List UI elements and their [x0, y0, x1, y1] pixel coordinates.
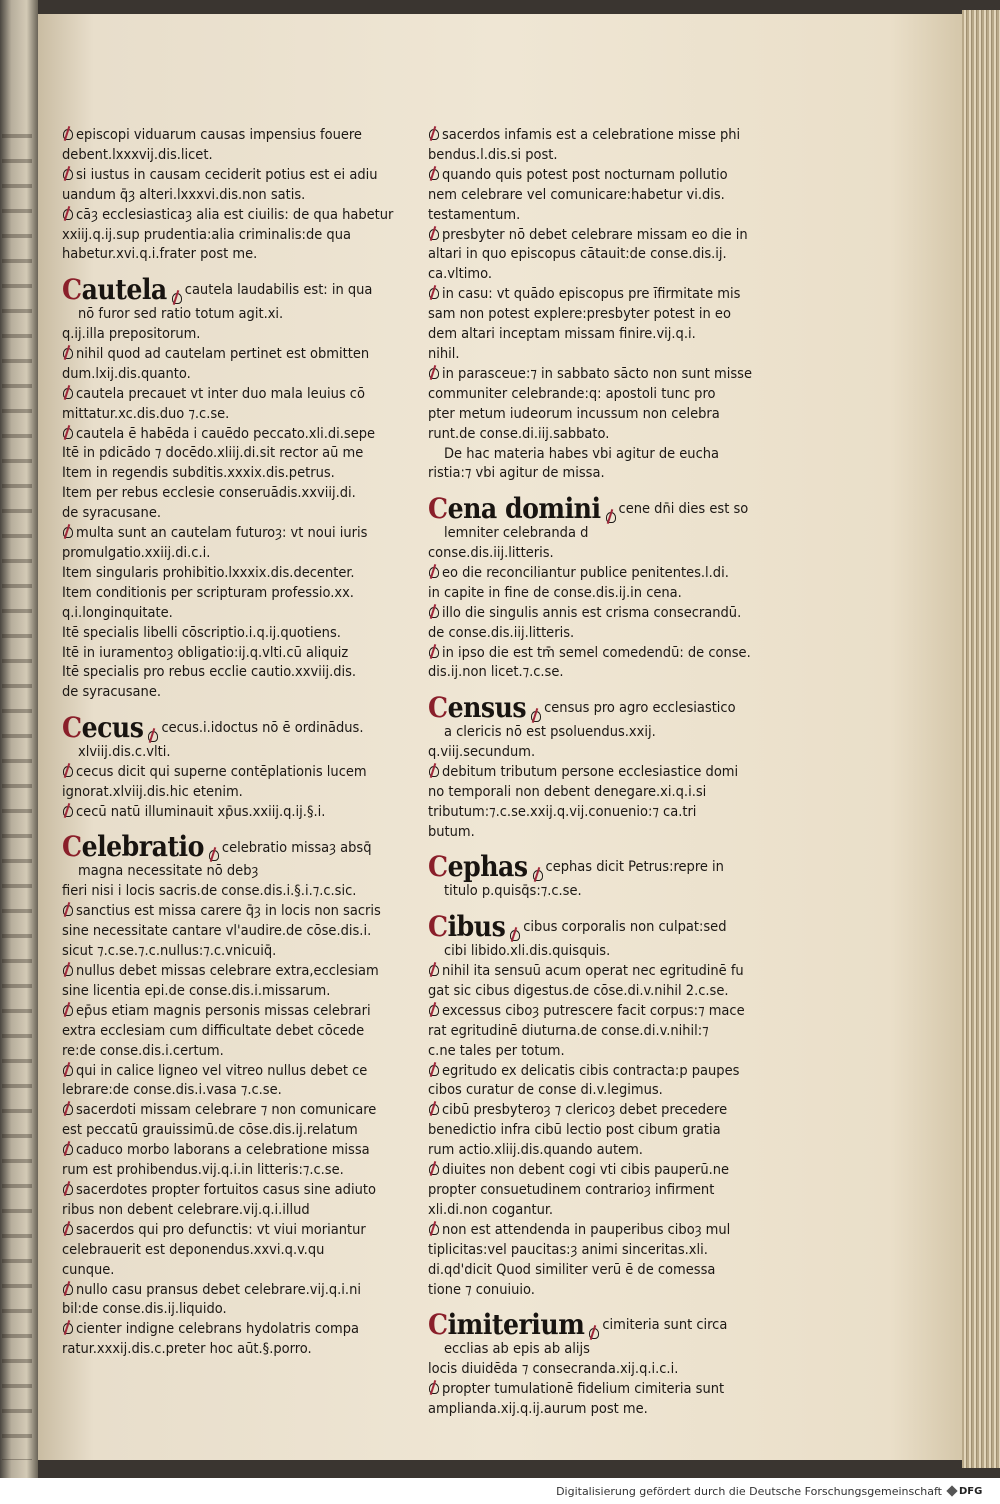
text-line	[428, 1141, 774, 1161]
line-text: promulgatio.xxiij.di.c.i.	[62, 545, 211, 562]
text-line	[62, 1241, 404, 1261]
paragraph-mark-icon	[509, 929, 520, 942]
line-text: xli.di.non cogantur.	[428, 1201, 554, 1218]
line-text: testamentum.	[428, 206, 521, 223]
line-text: sicut ⁊.c.se.⁊.c.nullus:⁊.c.vnicuiq̄.	[62, 943, 277, 960]
line-text: in capite in fine de conse.dis.ij.in cena.	[428, 584, 682, 601]
line-text: Itē specialis libelli cōscriptio.i.q.ij.quotiens.	[62, 624, 341, 641]
line-text: Item in regendis subditis.xxxix.dis.petrus.	[62, 465, 335, 482]
text-line	[428, 723, 774, 743]
line-text: ignorat.xlviij.dis.hic etenim.	[62, 783, 243, 800]
line-text: propter tumulationē fidelium cimiteria sunt	[442, 1381, 725, 1398]
paragraph-mark-icon	[62, 904, 73, 917]
headword: Cecus	[62, 711, 144, 744]
line-text: tione ⁊ conuiuio.	[428, 1281, 535, 1298]
line-text: in casu: vt quādo episcopus pre īfirmitate mis	[442, 286, 741, 303]
text-line	[62, 166, 404, 186]
text-line	[428, 524, 774, 544]
text-line	[428, 425, 774, 445]
headword-line	[62, 265, 404, 305]
line-text: non est attendenda in pauperibus ciboȝ mul	[442, 1221, 731, 1238]
text-line	[428, 1380, 774, 1400]
previous-page-edge	[0, 0, 38, 1478]
line-text: cāȝ ecclesiasticaȝ alia est ciuilis: de qua habetur	[76, 206, 394, 223]
text-line	[62, 206, 404, 226]
text-line	[428, 544, 774, 564]
paragraph-mark-icon	[428, 367, 439, 380]
text-line	[62, 683, 404, 703]
paragraph-mark-icon	[62, 1223, 73, 1236]
line-text: rum est prohibendus.vij.q.i.in litteris:⁊.c.se.	[62, 1162, 344, 1179]
line-text: q.ij.illa prepositorum.	[62, 326, 201, 343]
paragraph-mark-icon	[428, 964, 439, 977]
paragraph-mark-icon	[62, 128, 73, 141]
text-line	[428, 1221, 774, 1241]
line-text: no temporali non debent denegare.xi.q.i.si	[428, 783, 707, 800]
headword-gloss: celebratio missaȝ absq̄	[221, 839, 372, 856]
paragraph-mark-icon	[147, 730, 158, 743]
line-text: q.viij.secundum.	[428, 744, 536, 761]
text-line	[428, 823, 774, 843]
line-text: debent.lxxxvij.dis.licet.	[62, 146, 213, 163]
text-line	[62, 186, 404, 206]
headword-gloss: cene dn̄i dies est so	[618, 501, 749, 518]
paragraph-mark-icon	[428, 168, 439, 181]
line-text: ribus non debent celebrare.vij.q.i.illud	[62, 1201, 310, 1218]
headword-gloss: cecus.i.idoctus nō ē ordinādus.	[161, 720, 364, 737]
line-text: celebrauerit est deponendus.xxvi.q.v.qu	[62, 1241, 325, 1258]
text-line	[62, 743, 404, 763]
text-line	[428, 1360, 774, 1380]
line-text: de conse.dis.iij.litteris.	[428, 624, 575, 641]
text-line	[62, 425, 404, 445]
line-text: cecū natū illuminauit xp̄us.xxiij.q.ij.§.i.	[76, 803, 326, 820]
text-line	[428, 982, 774, 1002]
line-text: Item per rebus ecclesie conseruādis.xxviij.di.	[62, 485, 356, 502]
text-line	[428, 624, 774, 644]
headword-line	[428, 902, 774, 942]
line-text: quando quis potest post nocturnam pollutio	[442, 166, 728, 183]
line-text: in ipso die est tm̄ semel comedendū: de conse.	[442, 644, 751, 661]
line-text: communiter celebrande:q: apostoli tunc pro	[428, 385, 716, 402]
line-text: Itē in iuramentoȝ obligatio:ij.q.vlti.cū aliquiz	[62, 644, 349, 661]
line-text: eo die reconciliantur publice penitentes.l.di.	[442, 564, 729, 581]
line-text: tiplicitas:vel paucitas:ȝ animi sinceritas.xli.	[428, 1241, 708, 1258]
text-line	[428, 345, 774, 365]
line-text: cibi libido.xli.dis.quisquis.	[444, 943, 611, 960]
text-line	[428, 146, 774, 166]
line-text: fieri nisi i locis sacris.de conse.dis.i.§.i.⁊.c.sic.	[62, 883, 357, 900]
digitization-footer	[0, 1478, 1000, 1504]
text-line	[62, 504, 404, 524]
headword: Cautela	[62, 273, 167, 306]
paragraph-mark-icon	[428, 1163, 439, 1176]
text-line	[428, 564, 774, 584]
text-line	[428, 1042, 774, 1062]
text-line	[62, 464, 404, 484]
text-line	[428, 1081, 774, 1101]
paragraph-mark-icon	[532, 869, 543, 882]
line-text: cecus dicit qui superne contēplationis lucem	[76, 763, 367, 780]
paragraph-mark-icon	[428, 606, 439, 619]
headword-gloss: census pro agro ecclesiastico	[544, 700, 736, 717]
text-line	[428, 226, 774, 246]
line-text: si iustus in causam ceciderit potius est ei adiu	[76, 166, 378, 183]
line-text: Item conditionis per scripturam professio.xx.	[62, 584, 354, 601]
line-text: conse.dis.iij.litteris.	[428, 545, 554, 562]
line-text: ep̄us etiam magnis personis missas celebrari	[76, 1002, 371, 1019]
line-text: c.ne tales per totum.	[428, 1042, 565, 1059]
line-text: sacerdoti missam celebrare ⁊ non comunicare	[76, 1102, 377, 1119]
line-text: tributum:⁊.c.se.xxij.q.vij.conuenio:⁊ ca.tri	[428, 803, 697, 820]
text-line	[62, 803, 404, 823]
text-line	[428, 1400, 774, 1420]
paragraph-mark-icon	[62, 805, 73, 818]
line-text: De hac materia habes vbi agitur de eucha	[444, 445, 720, 462]
line-text: ca.vltimo.	[428, 266, 492, 283]
line-text: multa sunt an cautelam futuroȝ: vt noui iuris	[76, 525, 368, 542]
line-text: sacerdos qui pro defunctis: vt viui moriantur	[76, 1221, 366, 1238]
text-line	[428, 962, 774, 982]
text-line	[428, 1201, 774, 1221]
text-line	[62, 305, 404, 325]
line-text: cibū presbyteroȝ ⁊ clericoȝ debet precedere	[442, 1102, 728, 1119]
headword: Cephas	[428, 850, 528, 883]
text-line	[62, 226, 404, 246]
text-line	[428, 1002, 774, 1022]
text-line	[62, 663, 404, 683]
line-text: dum.lxij.dis.quanto.	[62, 365, 191, 382]
headword: Cibus	[428, 910, 506, 943]
text-line	[428, 1340, 774, 1360]
paragraph-mark-icon	[62, 1064, 73, 1077]
paragraph-mark-icon	[428, 128, 439, 141]
text-line	[62, 1161, 404, 1181]
text-line	[428, 1261, 774, 1281]
paragraph-mark-icon	[428, 646, 439, 659]
paragraph-mark-icon	[428, 1004, 439, 1017]
dfg-credit-text: Digitalisierung gefördert durch die Deutsche Forschungsgemeinschaft	[556, 1485, 942, 1498]
line-text: Itē in pdicādo ⁊ docēdo.xliij.di.sit rector aū me	[62, 445, 364, 462]
headword: Census	[428, 691, 527, 724]
line-text: nō furor sed ratio totum agit.xi.	[78, 306, 284, 323]
line-text: rat egritudinē diuturna.de conse.di.v.nihil:⁊	[428, 1022, 709, 1039]
headword-line	[62, 823, 404, 863]
line-text: cibos curatur de conse di.v.legimus.	[428, 1082, 663, 1099]
line-text: butum.	[428, 823, 475, 840]
line-text: cautela ē habēda i cauēdo peccato.xli.di.sepe	[76, 425, 376, 442]
paragraph-mark-icon	[428, 1103, 439, 1116]
line-text: lemniter celebranda d	[444, 525, 589, 542]
text-line	[62, 783, 404, 803]
line-text: ratur.xxxij.dis.c.preter hoc aūt.§.porro.	[62, 1341, 312, 1358]
text-line	[62, 1002, 404, 1022]
text-line	[62, 1101, 404, 1121]
text-line	[428, 445, 774, 465]
dfg-logo-text: DFG	[959, 1485, 983, 1497]
previous-page-text-fragment	[2, 120, 32, 1460]
text-line	[428, 126, 774, 146]
text-line	[428, 663, 774, 683]
text-line	[428, 1121, 774, 1141]
text-line	[62, 763, 404, 783]
line-text: Itē specialis pro rebus ecclie cautio.xxviij.dis.	[62, 664, 357, 681]
text-line	[62, 1340, 404, 1360]
text-line	[62, 385, 404, 405]
text-line	[62, 126, 404, 146]
line-text: di.qd'dicit Quod similiter verū ē de comessa	[428, 1261, 716, 1278]
line-text: sine licentia epi.de conse.dis.i.missarum.	[62, 982, 331, 999]
text-line	[62, 604, 404, 624]
text-line	[62, 1121, 404, 1141]
text-line	[62, 1300, 404, 1320]
line-text: cienter indigne celebrans hydolatris compa	[76, 1321, 360, 1338]
line-text: a clericis nō est psoluendus.xxij.	[444, 724, 656, 741]
line-text: de syracusane.	[62, 505, 161, 522]
line-text: locis diuidēda ⁊ consecranda.xij.q.i.c.i.	[428, 1361, 679, 1378]
line-text: amplianda.xij.q.ij.aurum post me.	[428, 1400, 648, 1417]
text-line	[62, 245, 404, 265]
text-line	[428, 1241, 774, 1261]
line-text: rum actio.xliij.dis.quando autem.	[428, 1142, 643, 1159]
headword: Cimiterium	[428, 1308, 585, 1341]
line-text: altari in quo episcopus cātauit:de conse.dis.ij.	[428, 246, 727, 263]
line-text: benedictio infra cibū lectio post cibum gratia	[428, 1122, 721, 1139]
line-text: propter consuetudinem contrarioȝ infirment	[428, 1181, 715, 1198]
text-line	[62, 405, 404, 425]
paragraph-mark-icon	[62, 168, 73, 181]
line-text: sam non potest explere:presbyter potest in eo	[428, 306, 731, 323]
line-text: est peccatū grauissimū.de cōse.dis.ij.relatum	[62, 1122, 358, 1139]
line-text: Item singularis prohibitio.lxxxix.dis.decenter.	[62, 564, 355, 581]
text-line	[428, 1181, 774, 1201]
text-line	[62, 1320, 404, 1340]
dfg-logo	[948, 1483, 988, 1499]
line-text: uandum q̄ȝ alteri.lxxxvi.dis.non satis.	[62, 186, 306, 203]
line-text: pter metum iudeorum incussum non celebra	[428, 405, 720, 422]
line-text: presbyter nō debet celebrare missam eo die in	[442, 226, 748, 243]
paragraph-mark-icon	[428, 1382, 439, 1395]
line-text: nullo casu pransus debet celebrare.vij.q.i.ni	[76, 1281, 361, 1298]
text-line	[428, 803, 774, 823]
text-line	[428, 584, 774, 604]
paragraph-mark-icon	[428, 765, 439, 778]
text-line	[428, 882, 774, 902]
line-text: habetur.xvi.q.i.frater post me.	[62, 246, 258, 263]
text-line	[62, 345, 404, 365]
text-line	[62, 1281, 404, 1301]
page-stack-edges	[962, 10, 1000, 1468]
line-text: nihil ita sensuū acum operat nec egritudinē fu	[442, 963, 744, 979]
paragraph-mark-icon	[62, 1004, 73, 1017]
line-text: magna necessitate nō debȝ	[78, 863, 259, 880]
line-text: bil:de conse.dis.ij.liquido.	[62, 1301, 227, 1318]
line-text: egritudo ex delicatis cibis contracta:p paupes	[442, 1062, 740, 1079]
text-line	[62, 1042, 404, 1062]
left-text-column	[62, 126, 404, 1360]
text-line	[62, 1181, 404, 1201]
line-text: ristia:⁊ vbi agitur de missa.	[428, 465, 605, 482]
text-line	[428, 325, 774, 345]
paragraph-mark-icon	[62, 765, 73, 778]
headword: Cena domini	[428, 492, 601, 525]
paragraph-mark-icon	[62, 387, 73, 400]
text-line	[428, 385, 774, 405]
paragraph-mark-icon	[62, 1143, 73, 1156]
text-line	[62, 922, 404, 942]
text-line	[62, 624, 404, 644]
text-line	[428, 763, 774, 783]
paragraph-mark-icon	[62, 427, 73, 440]
text-line	[62, 325, 404, 345]
paragraph-mark-icon	[428, 287, 439, 300]
text-line	[62, 544, 404, 564]
line-text: cautela precauet vt inter duo mala leuius cō	[76, 385, 365, 402]
paragraph-mark-icon	[62, 526, 73, 539]
line-text: extra ecclesiam cum difficultate debet cōcede	[62, 1022, 365, 1039]
text-line	[428, 365, 774, 385]
text-line	[62, 902, 404, 922]
text-line	[428, 1101, 774, 1121]
text-line	[62, 1141, 404, 1161]
paragraph-mark-icon	[62, 1183, 73, 1196]
line-text: re:de conse.dis.i.certum.	[62, 1042, 224, 1059]
paragraph-mark-icon	[62, 1103, 73, 1116]
text-line	[428, 1281, 774, 1301]
paragraph-mark-icon	[171, 292, 182, 305]
text-line	[428, 464, 774, 484]
paragraph-mark-icon	[62, 208, 73, 221]
text-line	[428, 942, 774, 962]
line-text: episcopi viduarum causas impensius fouere	[76, 127, 362, 143]
text-line	[62, 1081, 404, 1101]
paragraph-mark-icon	[428, 1223, 439, 1236]
line-text: titulo p.quisq̄s:⁊.c.se.	[444, 883, 582, 900]
text-line	[428, 285, 774, 305]
line-text: sacerdotes propter fortuitos casus sine adiuto	[76, 1181, 376, 1198]
text-line	[62, 1221, 404, 1241]
text-line	[428, 743, 774, 763]
line-text: lebrare:de conse.dis.i.vasa ⁊.c.se.	[62, 1082, 282, 1099]
line-text: runt.de conse.di.iij.sabbato.	[428, 425, 610, 442]
dfg-diamond-icon	[946, 1485, 957, 1496]
text-line	[62, 882, 404, 902]
headword-gloss: cautela laudabilis est: in qua	[184, 282, 373, 299]
line-text: xlviij.dis.c.vlti.	[78, 744, 171, 761]
text-line	[428, 166, 774, 186]
line-text: diuites non debent cogi vti cibis pauperū.ne	[442, 1162, 730, 1179]
text-line	[62, 862, 404, 882]
line-text: debitum tributum persone ecclesiastice domi	[442, 763, 739, 780]
line-text: bendus.l.dis.si post.	[428, 146, 558, 163]
line-text: excessus ciboȝ putrescere facit corpus:⁊ mace	[442, 1002, 745, 1019]
headword-line	[428, 1300, 774, 1340]
headword-gloss: cimiteria sunt circa	[602, 1317, 728, 1334]
text-line	[62, 962, 404, 982]
text-line	[428, 604, 774, 624]
text-line	[62, 982, 404, 1002]
text-line	[62, 365, 404, 385]
text-line	[62, 524, 404, 544]
line-text: mittatur.xc.dis.duo ⁊.c.se.	[62, 405, 230, 422]
text-line	[62, 146, 404, 166]
paragraph-mark-icon	[62, 964, 73, 977]
text-line	[62, 444, 404, 464]
paragraph-mark-icon	[428, 228, 439, 241]
paragraph-mark-icon	[428, 566, 439, 579]
paragraph-mark-icon	[428, 1064, 439, 1077]
line-text: dem altari inceptam missam finire.vij.q.i.	[428, 326, 696, 343]
text-line	[62, 1062, 404, 1082]
text-line	[428, 405, 774, 425]
line-text: sanctius est missa carere q̄ȝ in locis non sacris	[76, 903, 381, 920]
text-line	[428, 1062, 774, 1082]
headword: Celebratio	[62, 830, 204, 863]
text-line	[62, 1022, 404, 1042]
line-text: sacerdos infamis est a celebratione misse phi	[442, 127, 741, 143]
headword-gloss: cephas dicit Petrus:repre in	[545, 859, 724, 876]
paragraph-mark-icon	[605, 511, 616, 524]
text-line	[428, 1161, 774, 1181]
paragraph-mark-icon	[530, 710, 541, 723]
text-line	[428, 245, 774, 265]
line-text: nullus debet missas celebrare extra,ecclesiam	[76, 963, 379, 980]
text-line	[62, 1261, 404, 1281]
paragraph-mark-icon	[208, 849, 219, 862]
paragraph-mark-icon	[588, 1327, 599, 1340]
text-line	[428, 305, 774, 325]
headword-line	[62, 703, 404, 743]
line-text: nihil quod ad cautelam pertinet est obmitten	[76, 345, 370, 362]
text-line	[62, 584, 404, 604]
line-text: sine necessitate cantare vl'audire.de cōse.dis.i.	[62, 923, 372, 940]
text-line	[428, 644, 774, 664]
line-text: xxiij.q.ij.sup prudentia:alia criminalis:de qua	[62, 226, 351, 243]
paragraph-mark-icon	[62, 347, 73, 360]
line-text: nihil.	[428, 345, 460, 362]
text-line	[428, 1022, 774, 1042]
headword-gloss: cibus corporalis non culpat:sed	[523, 919, 727, 936]
headword-line	[428, 843, 774, 883]
line-text: in parasceue:⁊ in sabbato sācto non sunt misse	[442, 365, 753, 382]
paragraph-mark-icon	[62, 1283, 73, 1296]
text-line	[428, 186, 774, 206]
text-line	[428, 265, 774, 285]
headword-line	[428, 484, 774, 524]
headword-line	[428, 683, 774, 723]
line-text: q.i.longinquitate.	[62, 604, 173, 621]
line-text: de syracusane.	[62, 684, 161, 701]
right-text-column	[428, 126, 774, 1420]
line-text: illo die singulis annis est crisma consecrandū.	[442, 604, 742, 621]
line-text: ecclias ab epis ab alijs	[444, 1341, 590, 1358]
line-text: qui in calice ligneo vel vitreo nullus debet ce	[76, 1062, 368, 1079]
paragraph-mark-icon	[62, 1322, 73, 1335]
text-line	[62, 1201, 404, 1221]
line-text: nem celebrare vel comunicare:habetur vi.dis.	[428, 186, 725, 203]
text-line	[428, 783, 774, 803]
text-line	[62, 644, 404, 664]
line-text: cunque.	[62, 1261, 115, 1278]
text-line	[62, 942, 404, 962]
line-text: dis.ij.non licet.⁊.c.se.	[428, 664, 564, 681]
text-line	[62, 484, 404, 504]
line-text: gat sic cibus digestus.de cōse.di.v.nihil 2.c.se.	[428, 982, 729, 999]
text-line	[62, 564, 404, 584]
text-line	[428, 206, 774, 226]
line-text: caduco morbo laborans a celebratione missa	[76, 1142, 370, 1159]
